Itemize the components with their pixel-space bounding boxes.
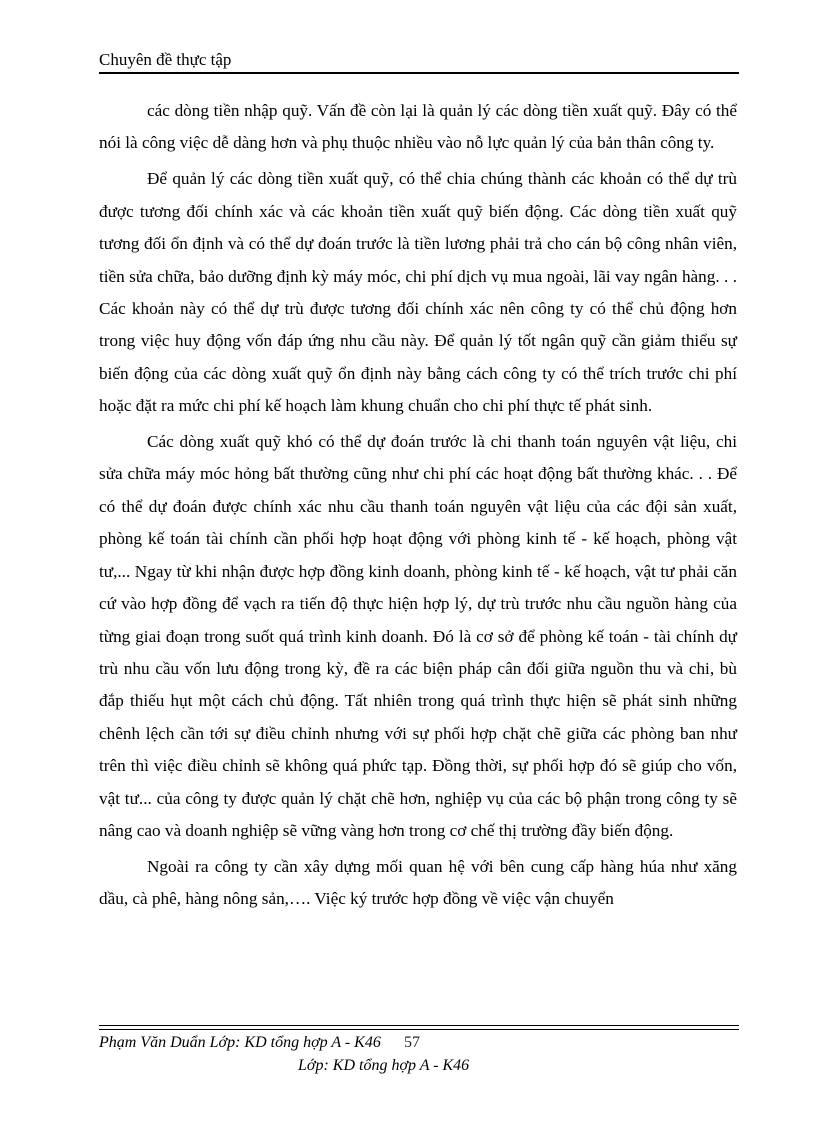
- document-body: [99, 95, 737, 919]
- footer-divider-top: [99, 1025, 739, 1026]
- paragraph: Để quản lý các dòng tiền xuất quỹ, có thể chia chúng thành các khoản có thể dự trù được tương đối chính xác và các khoản tiền xuất quỹ biến động. Các dòng tiền xuất quỹ tương đối ổn định và có thể dự đoán trước là tiền lương phải trả cho cán bộ công nhân viên, tiền sửa chữa, bảo dưỡng định kỳ máy móc, chi phí dịch vụ mua ngoài, lãi vay ngân hàng. . . Các khoản này có thể dự trù được tương đối chính xác nên công ty có thể chủ động hơn trong việc huy động vốn đáp ứng nhu cầu này. Để quản lý tốt ngân quỹ cần giảm thiểu sự biến động của các dòng xuất quỹ ổn định này bằng cách công ty có thể trích trước chi phí hoặc đặt ra mức chi phí kế hoạch làm khung chuẩn cho chi phí thực tế phát sinh.: [99, 169, 737, 416]
- paragraph: Ngoài ra công ty cần xây dựng mối quan hệ với bên cung cấp hàng húa như xăng dầu, cà phê, hàng nông sản,…. Việc ký trước hợp đồng về việc vận chuyển: [99, 856, 737, 909]
- footer-author-class: Phạm Văn Duẩn Lớp: KD tổng hợp A - K46: [99, 1034, 381, 1051]
- page-number: 57: [404, 1034, 420, 1051]
- header-divider: [99, 72, 739, 74]
- footer-divider-bottom: [99, 1029, 739, 1030]
- page-header-title: Chuyên đề thực tập: [99, 50, 232, 69]
- paragraph: các dòng tiền nhập quỹ. Vấn đề còn lại là quản lý các dòng tiền xuất quỹ. Đây có thể nói là công việc dễ dàng hơn và phụ thuộc nhiều vào nỗ lực quản lý của bản thân công ty.: [99, 101, 737, 153]
- paragraph: Các dòng xuất quỹ khó có thể dự đoán trước là chi thanh toán nguyên vật liệu, chi sửa chữa máy móc hỏng bất thường cũng như chi phí các hoạt động bất thường khác. . . Để có thể dự đoán được chính xác nhu cầu thanh toán nguyên vật liệu của các đội sản xuất, phòng kế toán tài chính cần phối hợp hoạt động với phòng kinh tế - kế hoạch, phòng vật tư,... Ngay từ khi nhận được hợp đồng kinh doanh, phòng kinh tế - kế hoạch, vật tư phải căn cứ vào hợp đồng để vạch ra tiến độ thực hiện hợp lý, dự trù trước nhu cầu nguồn hàng của từng giai đoạn trong suốt quá trình kinh doanh. Đó là cơ sở để phòng kế toán - tài chính dự trù nhu cầu vốn lưu động trong kỳ, đề ra các biện pháp cân đối giữa nguồn thu và chi, bù đắp thiếu hụt một cách chủ động. Tất nhiên trong quá trình thực hiện sẽ phát sinh những chênh lệch cần tới sự điều chỉnh nhưng với sự phối hợp chặt chẽ giữa các phòng ban như trên thì việc điều chỉnh sẽ không quá phức tạp. Đồng thời, sự phối hợp đó sẽ giúp cho vốn, vật tư... của công ty được quản lý chặt chẽ hơn, nghiệp vụ của các bộ phận trong công ty sẽ nâng cao và doanh nghiệp sẽ vững vàng hơn trong cơ chế thị trường đầy biến động.: [99, 432, 737, 840]
- footer-class: Lớp: KD tổng hợp A - K46: [298, 1057, 470, 1074]
